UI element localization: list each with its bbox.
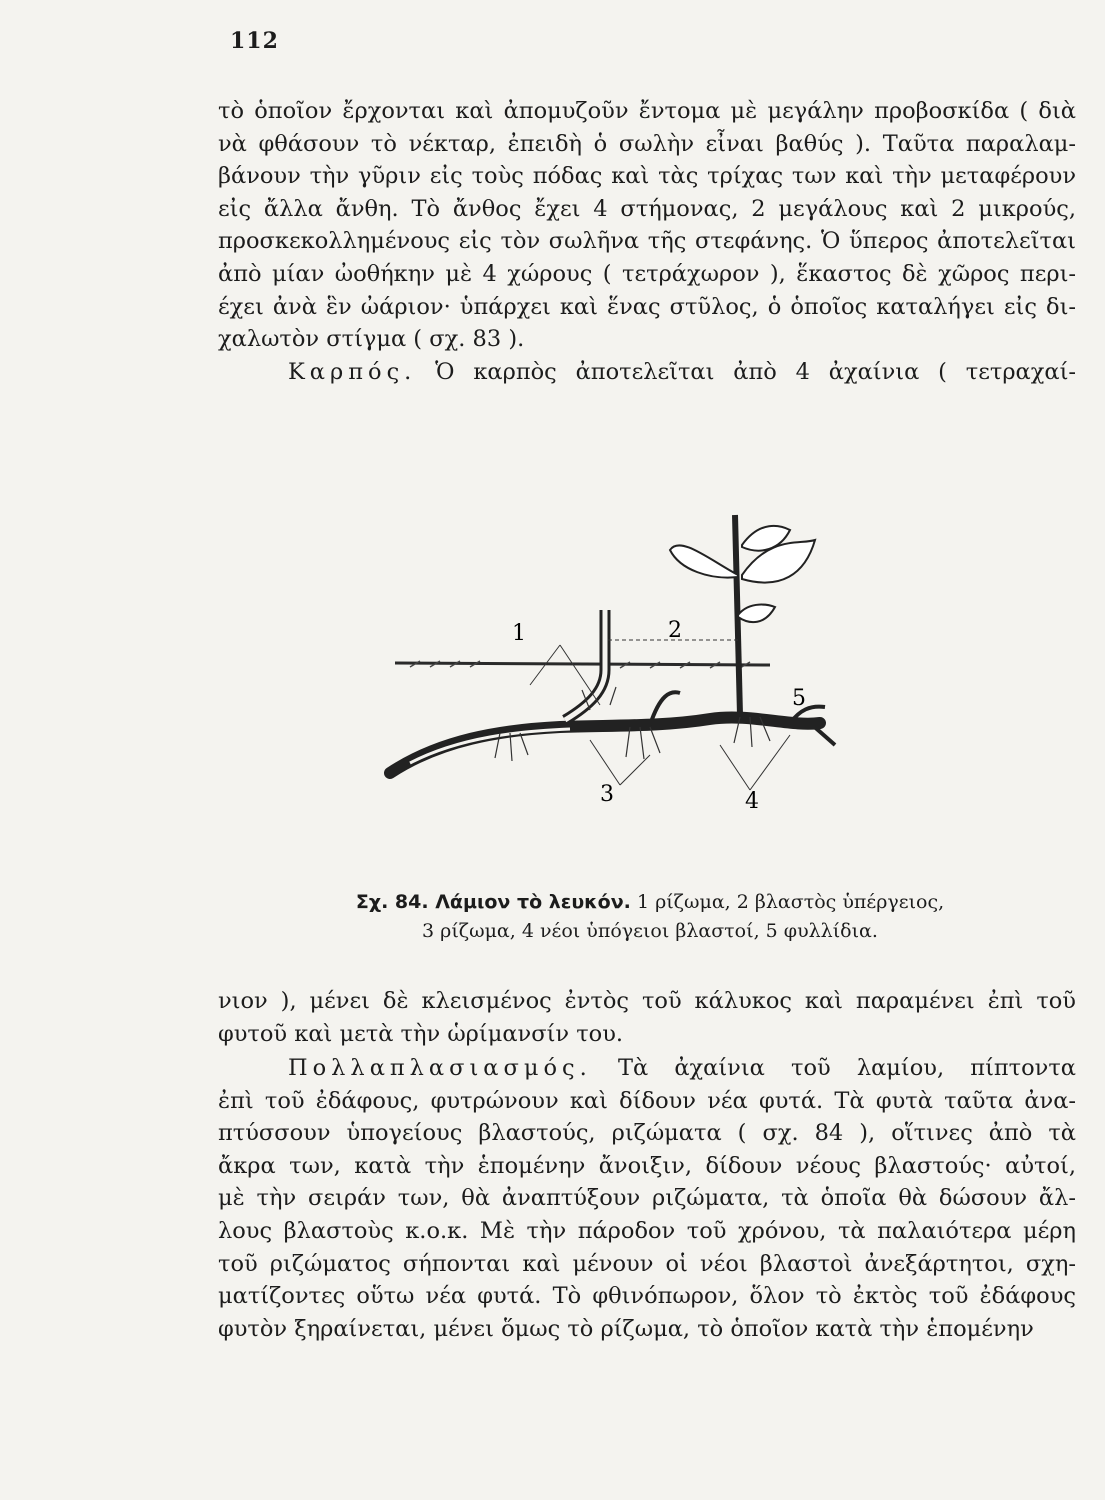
text-line: φυτοῦ καὶ μετὰ τὴν ὡρίμανσίν του. xyxy=(218,1020,624,1047)
text-line: ἀπὸ μίαν ὠοθήκην μὲ 4 χώρους ( τετράχωρον ), ἕκαστος δὲ χῶρος περι- xyxy=(218,260,1076,287)
text-line: προσκεκολλημένους εἰς τὸν σωλῆνα τῆς στεφάνης. Ὁ ὕπερος ἀποτελεῖται xyxy=(218,228,1076,255)
label-line-4 xyxy=(720,735,790,790)
caption-text: 1 ρίζωμα, 2 βλαστὸς ὑπέργειος, xyxy=(636,891,945,913)
caption-label: Σχ. 84. Λάμιον τὸ λευκόν. xyxy=(355,891,631,913)
text-line: εἰς ἄλλα ἄνθη. Τὸ ἄνθος ἔχει 4 στήμονας, 2 μεγάλους καὶ 2 μικρούς, xyxy=(218,195,1076,222)
ground-line xyxy=(395,663,770,665)
fruit-line xyxy=(218,356,1076,389)
text-line: λους βλαστοὺς κ.ο.κ. Μὲ τὴν πάροδον τοῦ χρόνου, τὰ παλαιότερα μέρη xyxy=(218,1217,1076,1244)
figure-label-2: 2 xyxy=(668,618,682,643)
figure-label-4: 4 xyxy=(745,789,759,814)
text-line: μὲ τὴν σειράν των, θὰ ἀναπτύξουν ριζώματα, τὰ ὁποῖα θὰ δώσουν ἄλ- xyxy=(218,1185,1076,1212)
fruit-heading: Καρπός. xyxy=(288,358,417,385)
figure-label-1: 1 xyxy=(512,621,526,646)
paragraph-fruit-continued xyxy=(218,985,1076,1050)
leaf-left xyxy=(670,545,738,577)
paragraph-propagation xyxy=(218,1052,1076,1345)
text-line: έχει ἀνὰ ἓν ὠάριον· ὑπάρχει καὶ ἕνας στῦλος, ὁ ὁποῖος καταλήγει εἰς δι- xyxy=(218,293,1076,320)
caption-line: 3 ρίζωμα, 4 νέοι ὑπόγειοι βλαστοί, 5 φυλλίδια. xyxy=(422,920,878,942)
text-line: ματίζοντες οὕτω νέα φυτά. Τὸ φθινόπωρον, ὅλον τὸ ἐκτὸς τοῦ ἐδάφους xyxy=(218,1283,1076,1310)
text-line: χαλωτὸν στίγμα ( σχ. 83 ). xyxy=(218,326,525,353)
caption-line xyxy=(290,888,1010,917)
text-line: ἄκρα των, κατὰ τὴν ἑπομένην ἄνοιξιν, δίδουν νέους βλαστούς· αὐτοί, xyxy=(218,1152,1076,1179)
label-line-3 xyxy=(590,740,650,785)
text-line: τοῦ ριζώματος σήπονται καὶ μένουν οἱ νέοι βλαστοὶ ἀνεξάρτητοι, σχη- xyxy=(218,1250,1076,1277)
text-line: βάνουν τὴν γῦριν εἰς τοὺς πόδας καὶ τὰς τρίχας των καὶ τὴν μεταφέρουν xyxy=(218,163,1076,190)
leaf-lower xyxy=(738,605,775,623)
text-line: νιον ), μένει δὲ κλεισμένος ἐντὸς τοῦ κάλυκος καὶ παραμένει ἐπὶ τοῦ xyxy=(218,988,1076,1014)
propagation-heading: Πολλαπλασιασμός. xyxy=(288,1055,592,1081)
page-number: 112 xyxy=(230,28,279,54)
text-line: τὸ ὁποῖον ἔρχονται καὶ ἀπομυζοῦν ἔντομα μὲ μεγάλην προβοσκίδα ( διὰ xyxy=(218,98,1076,124)
text-line: νὰ φθάσουν τὸ νέκταρ, ἐπειδὴ ὁ σωλὴν εἶναι βαθύς ). Ταῦτα παραλαμ- xyxy=(218,130,1076,157)
text-line: φυτὸν ξηραίνεται, μένει ὅμως τὸ ρίζωμα, τὸ ὁποῖον κατὰ τὴν ἑπομένην xyxy=(218,1315,1034,1342)
paragraph-flower-description xyxy=(218,95,1076,388)
figure-caption xyxy=(290,888,1010,946)
figure-label-3: 3 xyxy=(600,782,614,807)
text-line: πτύσσουν ὑπογείους βλαστούς, ριζώματα ( σχ. 84 ), οἵτινες ἀπὸ τὰ xyxy=(218,1120,1076,1147)
text-line: ἐπὶ τοῦ ἐδάφους, φυτρώνουν καὶ δίδουν νέα φυτά. Τὰ φυτὰ ταῦτα ἀνα- xyxy=(218,1087,1076,1114)
propagation-first-line xyxy=(218,1052,1076,1085)
propagation-heading-rest: Τὰ ἀχαίνια τοῦ λαμίου, πίπτοντα xyxy=(617,1055,1076,1081)
lamium-rhizome-illustration xyxy=(350,505,910,815)
figure-label-5: 5 xyxy=(792,686,806,711)
fruit-text: Ὁ καρπὸς ἀποτελεῖται ἀπὸ 4 ἀχαίνια ( τετραχαί- xyxy=(435,358,1076,385)
